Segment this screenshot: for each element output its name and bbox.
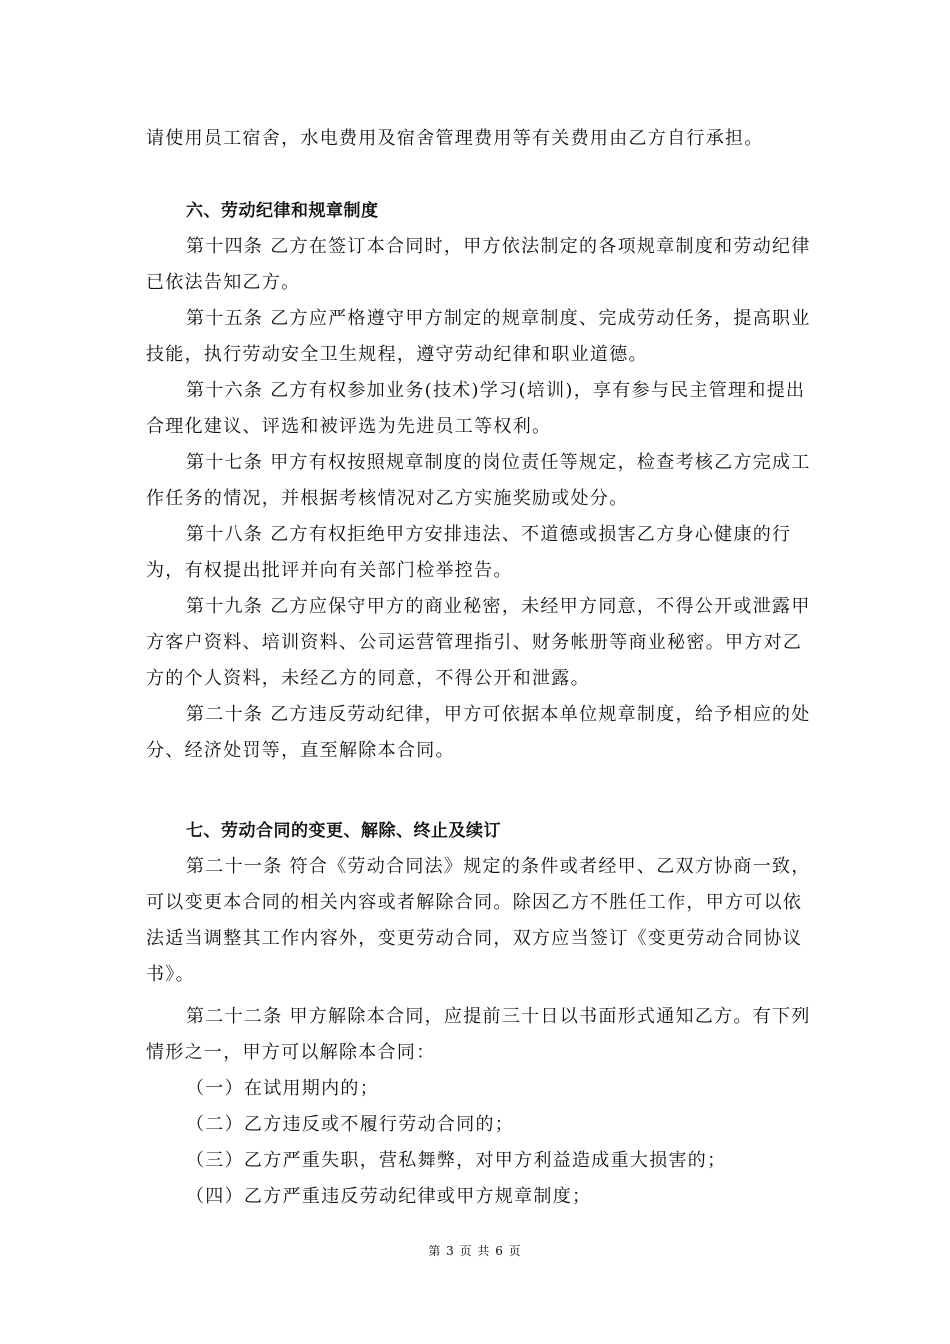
- list-item-4: （四）乙方严重违反劳动纪律或甲方规章制度；: [186, 1186, 592, 1207]
- paragraph-line: 请使用员工宿舍，水电费用及宿舍管理费用等有关费用由乙方自行承担。: [146, 128, 764, 149]
- article-21-line-4: 书》。: [146, 964, 195, 985]
- article-14-line-2: 已依法告知乙方。: [146, 272, 301, 293]
- article-19-line-1: 第十九条 乙方应保守甲方的商业秘密，未经甲方同意，不得公开或泄露甲: [186, 596, 811, 617]
- article-15-line-1: 第十五条 乙方应严格遵守甲方制定的规章制度、完成劳动任务，提高职业: [186, 308, 811, 329]
- article-19-line-3: 方的个人资料，未经乙方的同意，不得公开和泄露。: [146, 668, 590, 689]
- article-17-line-2: 作任务的情况，并根据考核情况对乙方实施奖励或处分。: [146, 488, 629, 509]
- article-18-line-2: 为，有权提出批评并向有关部门检举控告。: [146, 560, 513, 581]
- article-21-line-2: 可以变更本合同的相关内容或者解除合同。除因乙方不胜任工作，甲方可以依: [146, 892, 803, 913]
- article-21-line-3: 法适当调整其工作内容外，变更劳动合同，双方应当签订《变更劳动合同协议: [146, 928, 803, 949]
- article-15-line-2: 技能，执行劳动安全卫生规程，遵守劳动纪律和职业道德。: [146, 344, 648, 365]
- list-item-1: （一）在试用期内的；: [186, 1078, 379, 1099]
- article-14-line-1: 第十四条 乙方在签订本合同时，甲方依法制定的各项规章制度和劳动纪律: [186, 236, 811, 257]
- section-heading-7: 七、劳动合同的变更、解除、终止及续订: [186, 821, 501, 841]
- article-20-line-1: 第二十条 乙方违反劳动纪律，甲方可依据本单位规章制度，给予相应的处: [186, 704, 811, 725]
- article-17-line-1: 第十七条 甲方有权按照规章制度的岗位责任等规定，检查考核乙方完成工: [186, 452, 811, 473]
- list-item-3: （三）乙方严重失职，营私舞弊，对甲方利益造成重大损害的；: [186, 1150, 727, 1171]
- article-22-line-2: 情形之一，甲方可以解除本合同：: [146, 1042, 436, 1063]
- article-16-line-1: 第十六条 乙方有权参加业务(技术)学习(培训)，享有参与民主管理和提出: [186, 380, 806, 401]
- page-number: 第 3 页 共 6 页: [428, 1244, 522, 1258]
- article-19-line-2: 方客户资料、培训资料、公司运营管理指引、财务帐册等商业秘密。甲方对乙: [146, 632, 803, 653]
- article-22-line-1: 第二十二条 甲方解除本合同，应提前三十日以书面形式通知乙方。有下列: [186, 1006, 811, 1027]
- article-18-line-1: 第十八条 乙方有权拒绝甲方安排违法、不道德或损害乙方身心健康的行: [186, 524, 792, 545]
- article-20-line-2: 分、经济处罚等，直至解除本合同。: [146, 740, 455, 761]
- page-footer: [0, 1243, 950, 1259]
- article-16-line-2: 合理化建议、评选和被评选为先进员工等权利。: [146, 416, 552, 437]
- section-heading-6: 六、劳动纪律和规章制度: [186, 201, 379, 221]
- article-21-line-1: 第二十一条 符合《劳动合同法》规定的条件或者经甲、乙双方协商一致，: [186, 856, 811, 877]
- list-item-2: （二）乙方违反或不履行劳动合同的；: [186, 1114, 515, 1135]
